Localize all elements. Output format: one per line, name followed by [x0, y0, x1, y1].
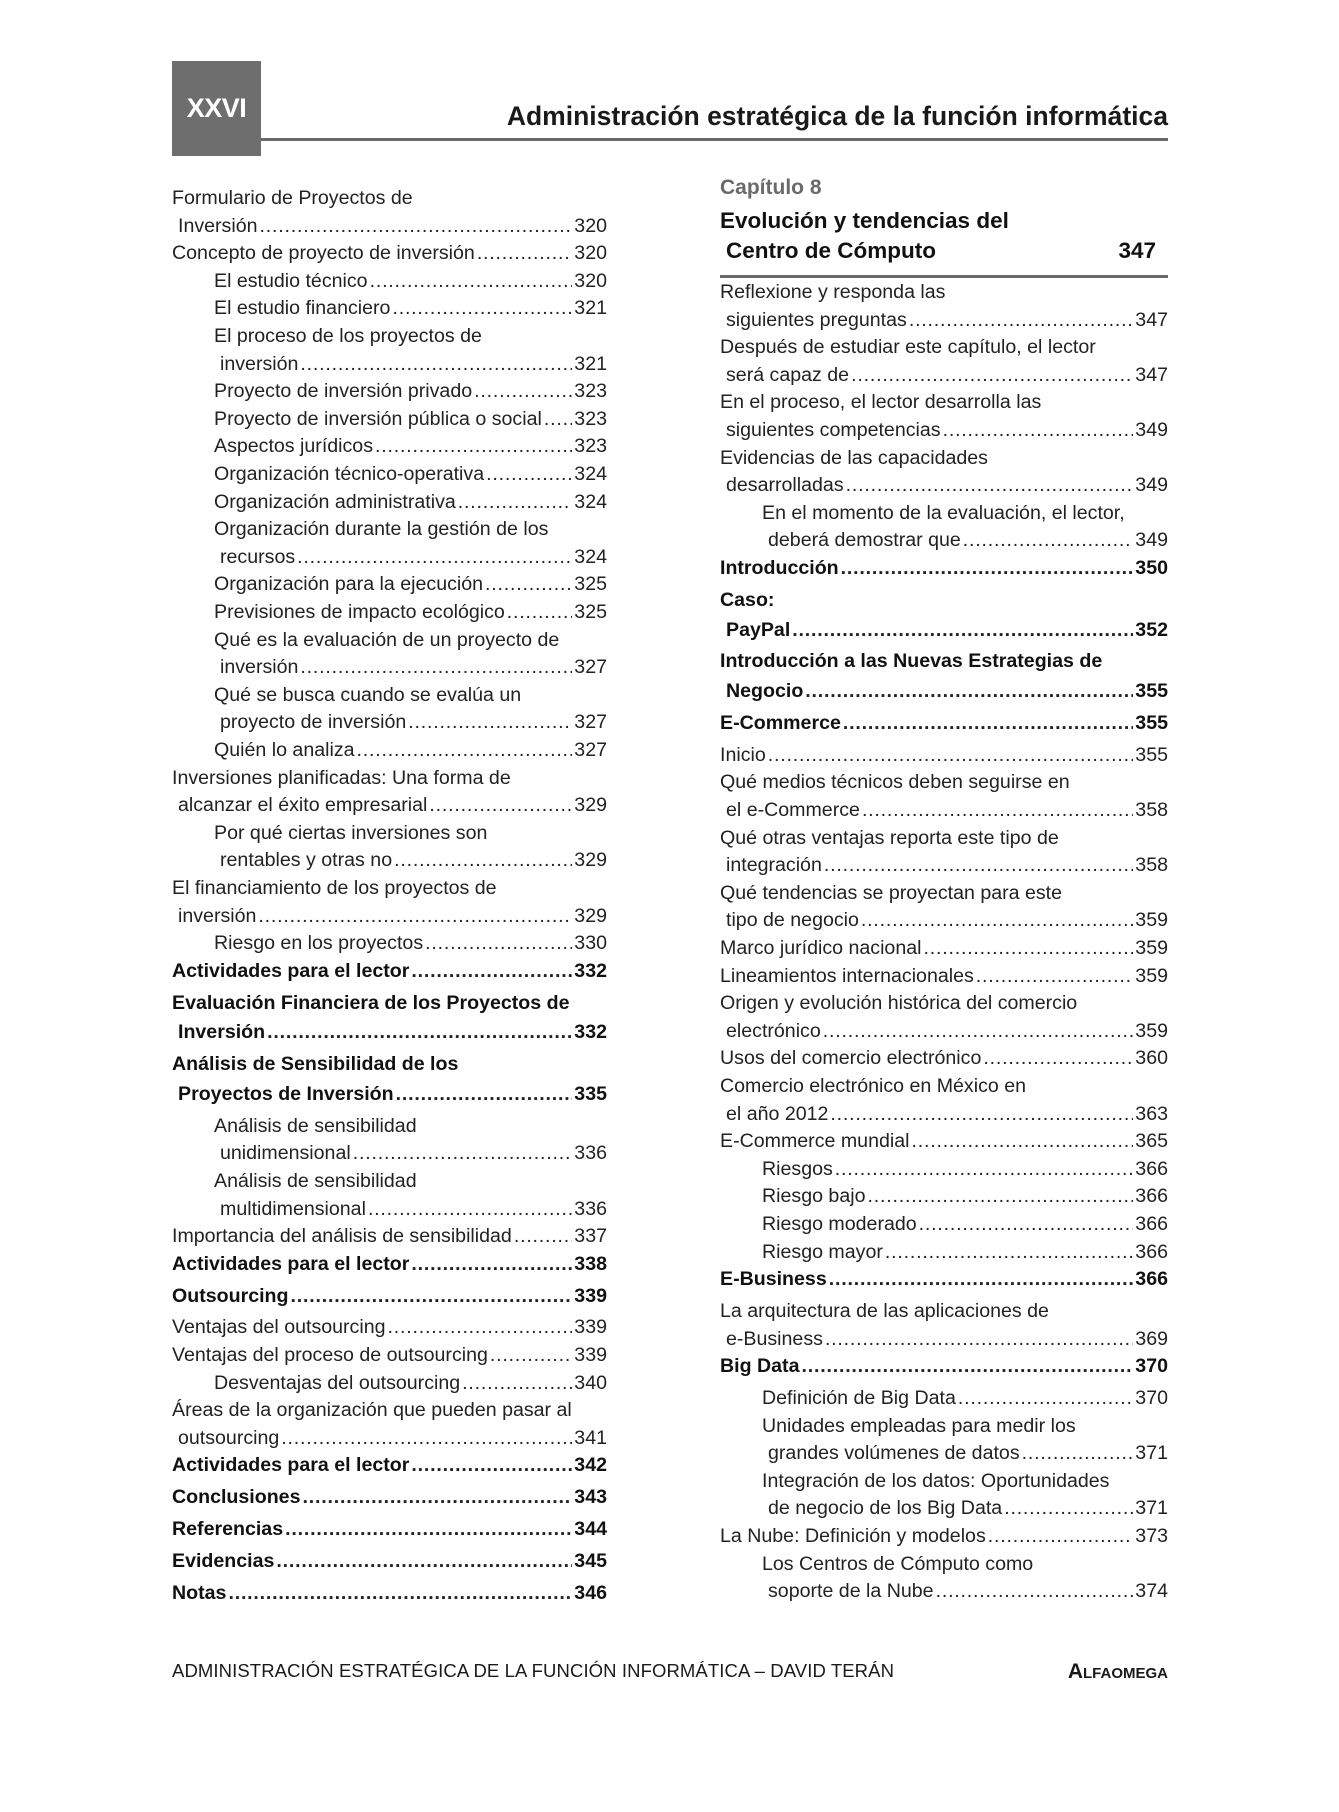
toc-page-number: 336: [574, 1197, 607, 1220]
toc-entry-text: unidimensional: [220, 1142, 351, 1165]
toc-dot-leader: [408, 708, 572, 736]
toc-entry-text: Actividades para el lector: [172, 959, 410, 982]
toc-entry-text: proyecto de inversión: [220, 711, 407, 734]
toc-entry-text: Outsourcing: [172, 1284, 289, 1307]
footer-publisher-initial: A: [1067, 1660, 1083, 1683]
toc-entry-text: deberá demostrar que: [768, 529, 961, 552]
toc-entry-text: alcanzar el éxito empresarial: [178, 794, 428, 817]
toc-entry-text: En el momento de la evaluación, el lector,: [762, 501, 1125, 524]
toc-entry-text: Riesgo bajo: [762, 1185, 866, 1208]
toc-dot-leader: [267, 1018, 572, 1046]
toc-dot-leader: [792, 616, 1133, 644]
toc-entry-text: soporte de la Nube: [768, 1580, 934, 1603]
toc-entry-text: inversión: [220, 352, 299, 375]
toc-entry-text: Caso:: [720, 588, 775, 611]
chapter-title-text: Centro de Cómputo: [726, 238, 936, 263]
toc-dot-leader: [357, 736, 573, 764]
toc-dot-leader: [958, 1384, 1133, 1412]
toc-entry-text: outsourcing: [178, 1426, 280, 1449]
toc-entry-text: El financiamiento de los proyectos de: [172, 877, 497, 899]
toc-dot-leader: [474, 377, 572, 405]
toc-dot-leader: [846, 471, 1134, 499]
toc-entry-text: Definición de Big Data: [762, 1387, 956, 1409]
toc-page-number: 321: [574, 297, 607, 320]
toc-entry-text: Qué es la evaluación de un proyecto de: [214, 628, 560, 651]
toc-page-number: 366: [1135, 1185, 1168, 1208]
toc-page-number: 346: [574, 1581, 607, 1604]
toc-dot-leader: [514, 1222, 572, 1250]
toc-entry-text: Evidencias: [172, 1549, 275, 1572]
toc-entry-text: Formulario de Proyectos de: [172, 187, 413, 209]
toc-page-number: 349: [1135, 529, 1168, 552]
toc-page-number: 329: [574, 794, 607, 817]
toc-entry-text: multidimensional: [220, 1197, 366, 1220]
toc-page-number: 358: [1135, 798, 1168, 821]
toc-entry-text: Después de estudiar este capítulo, el lector: [720, 336, 1096, 359]
toc-page-number: 366: [1135, 1240, 1168, 1263]
toc-entry-text: E-Business: [720, 1268, 827, 1291]
footer-book-title: ADMINISTRACIÓN ESTRATÉGICA DE LA FUNCIÓN INFORMÁTICA – DAVID TERÁN: [172, 1660, 895, 1681]
toc-page-number: 349: [1135, 474, 1168, 497]
toc-dot-leader: [458, 488, 573, 516]
toc-page-number: 335: [574, 1082, 607, 1105]
toc-page-number: 360: [1135, 1047, 1168, 1070]
toc-entry-text: Proyecto de inversión pública o social: [214, 407, 542, 430]
toc-page-number: 325: [574, 601, 607, 623]
toc-dot-leader: [425, 929, 572, 957]
toc-page-number: 327: [574, 711, 607, 734]
toc-page-number: 338: [574, 1252, 607, 1275]
toc-entry-text: Organización durante la gestión de los: [214, 518, 549, 541]
toc-dot-leader: [281, 1424, 572, 1452]
chapter-label: Capítulo 8: [720, 176, 822, 199]
toc-dot-leader: [429, 791, 572, 819]
toc-page-number: 370: [1135, 1355, 1168, 1378]
toc-page-number: 365: [1135, 1130, 1168, 1153]
toc-entry-text: Análisis de sensibilidad: [214, 1170, 417, 1192]
toc-dot-leader: [300, 350, 572, 378]
toc-entry-text: Riesgo moderado: [762, 1213, 917, 1235]
toc-entry-text: Introducción: [720, 557, 839, 579]
chapter-title-line2: [726, 238, 1156, 264]
toc-page-number: 339: [574, 1316, 607, 1339]
toc-dot-leader: [919, 1210, 1134, 1238]
toc-page-number: 370: [1135, 1387, 1168, 1409]
toc-dot-leader: [544, 405, 572, 433]
toc-dot-leader: [486, 460, 572, 488]
toc-page-number: 366: [1135, 1157, 1168, 1180]
toc-dot-leader: [258, 902, 572, 930]
footer-publisher: [1068, 1660, 1168, 1684]
toc-entry-text: E-Commerce: [720, 712, 841, 734]
toc-entry-text: Qué tendencias se proyectan para este: [720, 881, 1063, 904]
toc-entry-text: Big Data: [720, 1355, 800, 1378]
toc-page-number: 345: [574, 1549, 607, 1572]
toc-dot-leader: [830, 1100, 1133, 1128]
toc-entry-text: E-Commerce mundial: [720, 1130, 910, 1153]
toc-entry-text: Quién lo analiza: [214, 739, 355, 761]
toc-page-number: 352: [1135, 618, 1168, 641]
toc-entry-text: Inicio: [720, 743, 766, 766]
toc-dot-leader: [843, 709, 1133, 737]
toc-dot-leader: [507, 598, 573, 626]
toc-entry-text: Desventajas del outsourcing: [214, 1371, 461, 1394]
toc-page-number: 329: [574, 849, 607, 872]
toc-entry-text: Concepto de proyecto de inversión: [172, 242, 475, 265]
toc-dot-leader: [801, 1352, 1133, 1380]
toc-dot-leader: [909, 306, 1133, 334]
toc-page-number: 323: [574, 380, 607, 403]
toc-entry-text: La Nube: Definición y modelos: [720, 1525, 986, 1547]
toc-dot-leader: [805, 677, 1133, 705]
toc-dot-leader: [1022, 1439, 1134, 1467]
header-rule: [261, 138, 1168, 141]
toc-dot-leader: [943, 416, 1134, 444]
toc-page-number: 343: [574, 1486, 607, 1509]
toc-entry-text: Inversiones planificadas: Una forma de: [172, 766, 511, 789]
toc-entry-text: Actividades para el lector: [172, 1454, 410, 1477]
toc-entry-text: desarrolladas: [726, 474, 844, 497]
toc-page-number: 323: [574, 407, 607, 430]
toc-dot-leader: [411, 1250, 572, 1278]
toc-entry-text: Proyecto de inversión privado: [214, 380, 473, 403]
toc-entry-text: tipo de negocio: [726, 909, 859, 932]
toc-entry-text: En el proceso, el lector desarrolla las: [720, 391, 1042, 414]
toc-entry-text: electrónico: [726, 1019, 821, 1042]
toc-entry-text: será capaz de: [726, 363, 850, 386]
toc-entry-text: Análisis de Sensibilidad de los: [172, 1053, 459, 1076]
toc-dot-leader: [370, 267, 573, 295]
toc-entry-text: Qué otras ventajas reporta este tipo de: [720, 826, 1059, 849]
toc-dot-leader: [368, 1195, 572, 1223]
toc-dot-leader: [228, 1579, 572, 1607]
toc-entry-text: Riesgos: [762, 1157, 833, 1180]
toc-entry-text: Riesgo en los proyectos: [214, 932, 424, 955]
toc-page-number: 359: [1135, 1019, 1168, 1042]
toc-entry-text: Los Centros de Cómputo como: [762, 1552, 1034, 1575]
toc-entry-text: Análisis de sensibilidad: [214, 1114, 417, 1137]
toc-page-number: 336: [574, 1142, 607, 1165]
toc-page-number: 337: [574, 1225, 607, 1248]
toc-page-number: 325: [574, 573, 607, 596]
toc-entry-text: Ventajas del outsourcing: [172, 1316, 386, 1339]
toc-page-number: 363: [1135, 1102, 1168, 1125]
toc-page-number: 347: [1135, 308, 1168, 331]
toc-entry-text: grandes volúmenes de datos: [768, 1442, 1020, 1465]
toc-page-number: 323: [574, 435, 607, 458]
toc-page-number: 327: [574, 656, 607, 679]
toc-dot-leader: [936, 1577, 1134, 1605]
toc-page-number: 342: [574, 1454, 607, 1477]
toc-page-number: 359: [1135, 909, 1168, 932]
toc-dot-leader: [394, 846, 572, 874]
toc-page-number: 347: [1135, 363, 1168, 386]
toc-dot-leader: [835, 1155, 1134, 1183]
toc-entry-text: Notas: [172, 1581, 227, 1604]
toc-entry-text: Lineamientos internacionales: [720, 964, 974, 987]
running-header-title: Administración estratégica de la función informática: [506, 101, 1168, 131]
toc-page-number: 371: [1135, 1442, 1168, 1465]
toc-dot-leader: [963, 526, 1134, 554]
toc-page-number: 341: [574, 1426, 607, 1449]
toc-dot-leader: [1004, 1494, 1133, 1522]
toc-page-number: 355: [1135, 743, 1168, 766]
toc-page-number: 359: [1135, 937, 1168, 959]
toc-dot-leader: [485, 570, 572, 598]
toc-dot-leader: [375, 432, 572, 460]
toc-entry-text: rentables y otras no: [220, 849, 393, 872]
toc-entry-text: Evidencias de las capacidades: [720, 446, 988, 469]
toc-dot-leader: [285, 1515, 572, 1543]
toc-page-number: 327: [574, 739, 607, 761]
toc-entry-text: Importancia del análisis de sensibilidad: [172, 1225, 512, 1248]
toc-page-number: 324: [574, 490, 607, 513]
toc-entry-text: La arquitectura de las aplicaciones de: [720, 1300, 1049, 1322]
toc-page-number: 321: [574, 352, 607, 375]
toc-page-number: 320: [574, 242, 607, 265]
toc-dot-leader: [851, 361, 1133, 389]
toc-dot-leader: [276, 1547, 572, 1575]
toc-entry-text: El proceso de los proyectos de: [214, 325, 482, 347]
toc-page-number: 350: [1135, 557, 1168, 579]
toc-page-number: 355: [1135, 680, 1168, 703]
toc-entry-text: Organización administrativa: [214, 490, 456, 513]
toc-dot-leader: [353, 1139, 573, 1167]
toc-dot-leader: [988, 1522, 1134, 1550]
toc-entry-text: Riesgo mayor: [762, 1240, 883, 1263]
toc-entry-text: e-Business: [726, 1327, 823, 1350]
toc-page-number: 332: [574, 1021, 607, 1044]
toc-page-number: 358: [1135, 854, 1168, 877]
toc-dot-leader: [768, 741, 1134, 769]
toc-entry-text: Por qué ciertas inversiones son: [214, 821, 488, 844]
toc-entry-text: Proyectos de Inversión: [178, 1082, 394, 1105]
toc-dot-leader: [976, 962, 1134, 990]
toc-dot-leader: [823, 1017, 1134, 1045]
toc-page-number: 366: [1135, 1213, 1168, 1235]
footer-publisher-rest: LFAOMEGA: [1083, 1665, 1168, 1682]
toc-entry-text: Origen y evolución histórica del comercio: [720, 992, 1078, 1015]
toc-entry-text: Comercio electrónico en México en: [720, 1075, 1027, 1097]
toc-dot-leader: [411, 1451, 572, 1479]
toc-page-number: 359: [1135, 964, 1168, 987]
toc-page-number: 324: [574, 463, 607, 485]
toc-dot-leader: [490, 1341, 572, 1369]
toc-dot-leader: [300, 653, 572, 681]
toc-entry-text: Inversión: [178, 1021, 266, 1044]
page-number-box: [172, 61, 261, 156]
toc-entry-text: Evaluación Financiera de los Proyectos de: [172, 991, 570, 1014]
toc-page-number: 369: [1135, 1327, 1168, 1350]
toc-page-number: 366: [1135, 1268, 1168, 1291]
toc-entry-text: recursos: [220, 545, 296, 568]
toc-page-number: 324: [574, 545, 607, 568]
toc-dot-leader: [392, 294, 572, 322]
toc-dot-leader: [411, 957, 572, 985]
toc-page-number: 371: [1135, 1497, 1168, 1520]
toc-entry-text: Actividades para el lector: [172, 1252, 410, 1275]
page-number: XXVI: [186, 93, 247, 123]
toc-dot-leader: [861, 906, 1133, 934]
toc-entry-text: Previsiones de impacto ecológico: [214, 601, 505, 623]
toc-entry-text: el año 2012: [726, 1102, 829, 1125]
toc-entry-text: Usos del comercio electrónico: [720, 1047, 982, 1070]
toc-dot-leader: [396, 1080, 573, 1108]
toc-entry-text: siguientes competencias: [726, 418, 941, 441]
toc-dot-leader: [885, 1238, 1133, 1266]
toc-page-number: 329: [574, 904, 607, 927]
toc-page-number: 339: [574, 1284, 607, 1307]
toc-page-number: 330: [574, 932, 607, 955]
toc-page-number: 339: [574, 1344, 607, 1366]
toc-page-number: 349: [1135, 418, 1168, 441]
toc-dot-leader: [290, 1282, 572, 1310]
toc-dot-leader: [825, 1325, 1133, 1353]
toc-dot-leader: [462, 1369, 572, 1397]
toc-dot-leader: [911, 1127, 1133, 1155]
toc-page-number: 340: [574, 1371, 607, 1394]
toc-entry-text: Aspectos jurídicos: [214, 435, 373, 458]
toc-dot-leader: [862, 796, 1133, 824]
toc-page-number: 320: [574, 214, 607, 237]
toc-dot-leader: [867, 1182, 1133, 1210]
toc-entry-text: El estudio técnico: [214, 269, 368, 292]
toc-entry-text: Ventajas del proceso de outsourcing: [172, 1344, 488, 1366]
toc-page-number: 320: [574, 269, 607, 292]
toc-entry-text: Organización para la ejecución: [214, 573, 484, 596]
toc-entry-text: Qué medios técnicos deben seguirse en: [720, 771, 1070, 794]
toc-entry-text: Referencias: [172, 1518, 284, 1540]
toc-dot-leader: [923, 934, 1133, 962]
toc-entry-text: Organización técnico-operativa: [214, 463, 485, 485]
toc-dot-leader: [260, 212, 573, 240]
toc-entry-text: siguientes preguntas: [726, 308, 907, 331]
toc-entry-text: Integración de los datos: Oportunidades: [762, 1469, 1110, 1492]
toc-dot-leader: [388, 1313, 573, 1341]
chapter-page-number: 347: [1118, 238, 1156, 263]
toc-dot-leader: [829, 1265, 1134, 1293]
toc-entry-text: El estudio financiero: [214, 297, 391, 320]
toc-entry-text: inversión: [220, 656, 299, 679]
toc-entry-text: inversión: [178, 904, 257, 927]
toc-entry-text: integración: [726, 854, 822, 877]
toc-entry-text: Reflexione y responda las: [720, 281, 946, 303]
toc-entry-text: Qué se busca cuando se evalúa un: [214, 683, 522, 706]
toc-dot-leader: [297, 543, 572, 571]
toc-page-number: 374: [1135, 1580, 1168, 1603]
chapter-title-line1: Evolución y tendencias del: [720, 208, 1009, 233]
toc-entry-text: Negocio: [726, 680, 804, 703]
toc-dot-leader: [841, 554, 1134, 582]
toc-dot-leader: [477, 239, 572, 267]
toc-entry-text: Marco jurídico nacional: [720, 937, 922, 959]
toc-entry-text: PayPal: [726, 618, 791, 641]
toc-page-number: 373: [1135, 1525, 1168, 1547]
toc-page-number: 344: [574, 1518, 607, 1540]
toc-dot-leader: [824, 851, 1133, 879]
toc-dot-leader: [302, 1483, 572, 1511]
toc-page-number: 355: [1135, 712, 1168, 734]
toc-entry-text: Conclusiones: [172, 1486, 301, 1509]
toc-entry-text: Áreas de la organización que pueden pasar al: [172, 1399, 572, 1422]
toc-entry-text: el e-Commerce: [726, 798, 860, 821]
toc-dot-leader: [983, 1044, 1133, 1072]
toc-entry-text: Inversión: [178, 214, 258, 237]
toc-entry-text: Introducción a las Nuevas Estrategias de: [720, 650, 1103, 673]
toc-entry-text: Unidades empleadas para medir los: [762, 1414, 1076, 1437]
toc-page-number: 332: [574, 959, 607, 982]
toc-entry-text: de negocio de los Big Data: [768, 1497, 1003, 1520]
